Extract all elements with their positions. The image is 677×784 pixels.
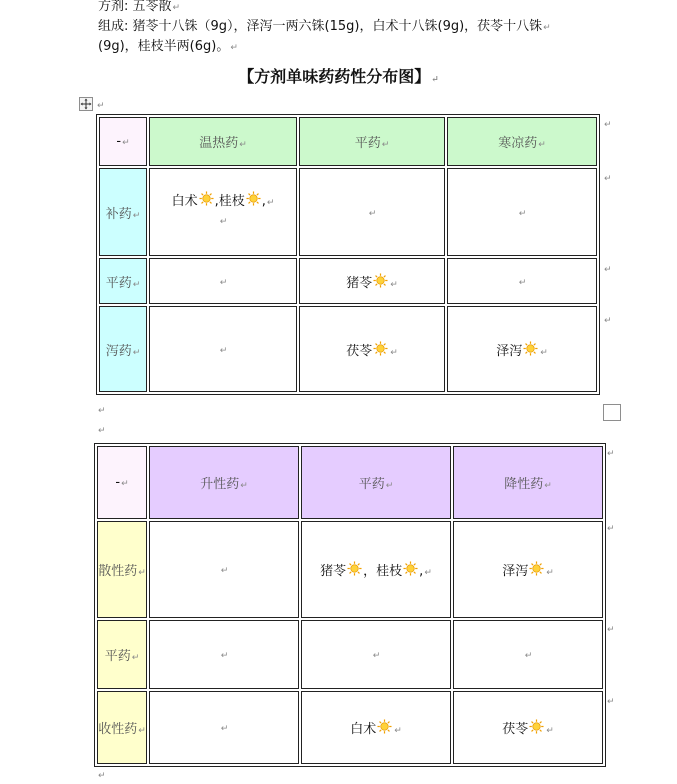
herb-zexie: 泽泻 xyxy=(502,564,529,579)
herb-guizhi: 桂枝 xyxy=(376,564,403,579)
cell-disperse-neutral: 猪苓 ，桂枝 ,↵ xyxy=(301,521,451,618)
composition-text-1: 猪苓十八铢（9g），泽泻一两六铢(15g)，白术十八铢(9g)，茯苓十八铢 xyxy=(132,19,543,34)
sun-icon xyxy=(403,561,418,576)
cell-tonify-neutral: ↵ xyxy=(299,168,445,256)
cell-astringe-neutral: 白术 ↵ xyxy=(301,691,451,764)
col-header-warm: 温热药↵ xyxy=(149,117,297,166)
row-header-tonify: 补药↵ xyxy=(99,168,147,256)
sun-icon xyxy=(523,341,538,356)
herb-baizhu: 白术 xyxy=(350,722,377,737)
cell-neutral-neutral: ↵ xyxy=(301,620,451,689)
row-header-purge: 泻药↵ xyxy=(99,306,147,392)
cell-tonify-warm: 白术 ,桂枝 ,↵ ↵ xyxy=(149,168,297,256)
title-text: 【方剂单味药药性分布图】 xyxy=(238,67,431,86)
sun-icon xyxy=(199,191,214,206)
sun-icon xyxy=(377,719,392,734)
cell-tonify-cold: ↵ xyxy=(447,168,597,256)
col-header-neutral: 平药↵ xyxy=(301,446,451,519)
composition-text-2: (9g)，桂枝半两(6g)。 xyxy=(98,39,230,54)
prescription-line: 方剂: 五苓散↵ xyxy=(98,0,181,14)
row-header-disperse: 散性药↵ xyxy=(97,521,147,618)
cell-disperse-ascend: ↵ xyxy=(149,521,299,618)
cell-neutral-descend: ↵ xyxy=(453,620,603,689)
herb-zexie: 泽泻 xyxy=(496,343,523,359)
table-row xyxy=(97,521,603,618)
sun-icon xyxy=(373,341,388,356)
herb-guizhi: 桂枝 xyxy=(218,194,245,209)
cell-neutral-cold: ↵ xyxy=(447,258,597,304)
drug-property-table-1 xyxy=(96,114,600,395)
table-row xyxy=(99,306,597,392)
cell-neutral-ascend: ↵ xyxy=(149,620,299,689)
col-header-neutral: 平药↵ xyxy=(299,117,445,166)
table-row xyxy=(99,168,597,256)
prescription-name: 五苓散 xyxy=(132,0,172,14)
herb-zhuling: 猪苓 xyxy=(320,564,347,579)
page-title: 【方剂单味药药性分布图】↵ xyxy=(238,67,439,86)
cell-astringe-ascend: ↵ xyxy=(149,691,299,764)
sun-icon xyxy=(529,561,544,576)
col-header-descend: 降性药↵ xyxy=(453,446,603,519)
herb-fuling: 茯苓 xyxy=(502,722,529,737)
prescription-label: 方剂: xyxy=(98,0,129,14)
cell-purge-neutral: 茯苓 ↵ xyxy=(299,306,445,392)
herb-zhuling: 猪苓 xyxy=(346,275,373,291)
move-handle-icon[interactable] xyxy=(79,97,93,111)
table-row xyxy=(97,691,603,764)
row-header-neutral: 平药↵ xyxy=(99,258,147,304)
col-header-cold: 寒凉药↵ xyxy=(447,117,597,166)
table-row xyxy=(97,446,603,519)
cell-neutral-warm: ↵ xyxy=(149,258,297,304)
drug-property-table-2 xyxy=(94,443,606,767)
composition-line2: (9g)，桂枝半两(6g)。↵ xyxy=(98,39,238,54)
sun-icon xyxy=(529,719,544,734)
row-header-neutral: 平药↵ xyxy=(97,620,147,689)
cell-astringe-descend: 茯苓 ↵ xyxy=(453,691,603,764)
table-corner: -↵ xyxy=(99,117,147,166)
sun-icon xyxy=(347,561,362,576)
row-header-astringe: 收性药↵ xyxy=(97,691,147,764)
table-corner: -↵ xyxy=(97,446,147,519)
herb-fuling: 茯苓 xyxy=(346,343,373,359)
table-row xyxy=(99,117,597,166)
composition-label: 组成: xyxy=(98,19,129,34)
cell-purge-warm: ↵ xyxy=(149,306,297,392)
cell-neutral-neutral: 猪苓 ↵ xyxy=(299,258,445,304)
table-resize-icon[interactable] xyxy=(603,404,621,421)
cell-disperse-descend: 泽泻 ↵ xyxy=(453,521,603,618)
cell-purge-cold: 泽泻 ↵ xyxy=(447,306,597,392)
herb-baizhu: 白术 xyxy=(171,194,198,209)
sun-icon xyxy=(373,273,388,288)
table-row xyxy=(97,620,603,689)
composition-line1: 组成: 猪苓十八铢（9g），泽泻一两六铢(15g)，白术十八铢(9g)，茯苓十八铢↵ xyxy=(98,19,551,34)
table-row xyxy=(99,258,597,304)
sun-icon xyxy=(246,191,261,206)
col-header-ascend: 升性药↵ xyxy=(149,446,299,519)
